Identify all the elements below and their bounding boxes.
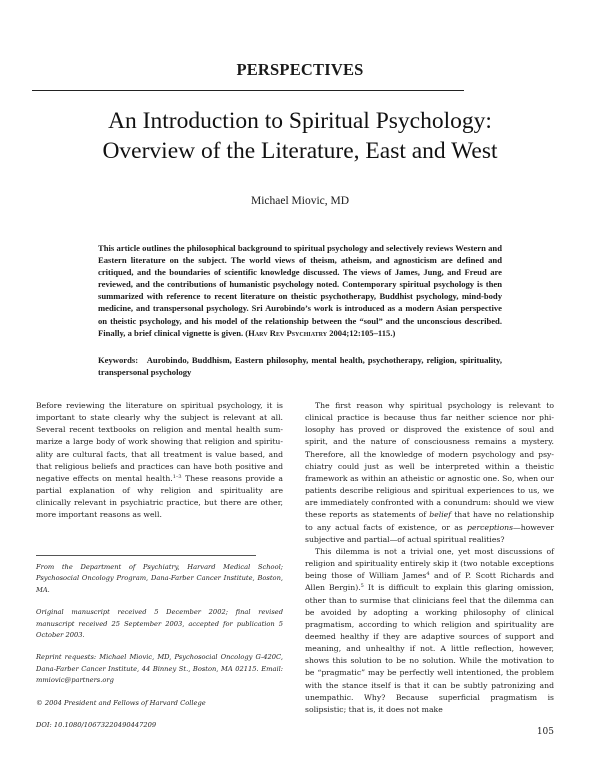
- paragraph-text: It is difficult to explain this glaring omission, other than to surmise that clinicians feel that the dilemma can be avoided by adopting a working philosophy of clinical pragmatism, according to which religion and spirituality are deemed healthy if they are adaptive sources of support and meaning, and unhealthy if not. A little reflection, however, shows this solution to be no solution. While the motivation to be “pragmatic” may be perfectly well intentioned, the problem with the stance itself is that it can be subtly patronizing and unempathic. Why? Because superficial pragmatism is solipsistic; that is, it does not make: [305, 583, 554, 714]
- abstract-text: This article outlines the philosophical background to spiritual psychology and selectively reviews Western and Eastern literature on the subject. The world views of theism, atheism, and agnosticism are defined and critiqued, and the boundaries of scientific knowledge discussed. The views of James, Jung, and Freud are reviewed, and the contributions of humanistic psychology noted. Contemporary spiritual psychology is then summarized with reference to recent literature on theistic psychotherapy, Buddhist psychology, mind-body medicine, and transpersonal psychology. Sri Aurobindo’s work is introduced as a modern Asian perspective on theistic psychology, and his model of the relationship between the “soul” and the unconscious described. Finally, a brief clinical vignette is given. (: [98, 243, 502, 338]
- paragraph-text: that have no relationship to any actual facts of existence, or as: [305, 510, 554, 532]
- paragraph-text: Before reviewing the literature on spiritual psychology, it is important to state clearly why the subject is relevant at all. Several recent textbooks on religion and mental health summarize a large body of work showing that religion and spirituality are cultural facts, that all treatment is value based, and that religious beliefs and practices can have both positive and negative effects on mental health.: [36, 401, 283, 483]
- paragraph-text: The first reason why spiritual psychology is relevant to clinical practice is because thus far neither science nor philosophy has proved or disproved the existence of soul and spirit, and the nature of consciousness remains a mystery. Therefore, all the knowledge of modern psychology and psychiatry could just as well be interpreted within a theistic framework as within an atheistic or agnostic one. So, when our patients describe religious and spiritual experiences to us, we are immediately confronted with a conundrum: should we view these reports as statements of: [305, 401, 554, 520]
- citation-journal: Harv Rev Psychiatry: [248, 327, 328, 338]
- citation-ref: 4: [426, 571, 430, 578]
- paragraph-text: —however subjective and partial—of actual spiritual realities?: [305, 522, 554, 544]
- emphasis: perceptions: [467, 522, 514, 532]
- title-line-1: An Introduction to Spiritual Psychology:: [108, 108, 492, 134]
- article-title: [0, 106, 600, 166]
- heading-rule: [32, 90, 464, 91]
- paragraph: [36, 400, 283, 522]
- paragraph: [305, 546, 554, 716]
- footnote-doi: DOI: 10.1080/10673220490447209: [36, 721, 157, 730]
- footnote-affiliation: From the Department of Psychiatry, Harvard Medical School; Psychosocial Oncology Program, Dana-Farber Cancer Institute, Boston, MA.: [36, 563, 283, 594]
- keywords: [98, 354, 502, 378]
- body-column-right: [305, 400, 554, 716]
- abstract: [98, 242, 502, 339]
- body-column-left: [36, 400, 283, 522]
- footnotes: [36, 562, 283, 742]
- paragraph-text: and of P. Scott Richards and Allen Bergin).: [305, 571, 555, 593]
- title-line-2: Overview of the Literature, East and West: [102, 138, 498, 164]
- footnote-rule: [36, 555, 256, 556]
- keywords-list: Aurobindo, Buddhism, Eastern philosophy, mental health, psychotherapy, religion, spirituality, transpersonal psychology: [98, 355, 502, 378]
- author-byline: Michael Miovic, MD: [250, 195, 350, 207]
- paragraph: [305, 400, 554, 546]
- footnote-reprint-requests: Reprint requests: Michael Miovic, MD, Psychosocial Oncology G-420C, Dana-Farber Cancer Institute, 44 Binney St., Boston, MA 02115. Email: mmiovic@partners.org: [36, 653, 283, 685]
- section-heading: PERSPECTIVES: [236, 60, 364, 79]
- keywords-label: Keywords:: [98, 355, 139, 365]
- paragraph-text: These reasons provide a partial explanation of why religion and spirituality are clinically relevant in psychiatric practice, but there are other, more important reasons as well.: [36, 473, 283, 520]
- footnote-manuscript-dates: Original manuscript received 5 December 2002; final revised manuscript received 25 September 2003, accepted for publication 5 October 2003.: [36, 608, 283, 640]
- citation-ref: 1–3: [172, 473, 182, 480]
- footnote-copyright: © 2004 President and Fellows of Harvard College: [36, 698, 206, 707]
- page-number: 105: [536, 727, 554, 737]
- paragraph-text: This dilemma is not a trivial one, yet most discussions of religion and spirituality entirely skip it (two notable exceptions being those of William James: [305, 546, 554, 581]
- citation-ref: 5: [360, 583, 364, 590]
- emphasis: belief: [429, 510, 452, 520]
- citation-details: 2004;12:105–115.): [327, 327, 396, 338]
